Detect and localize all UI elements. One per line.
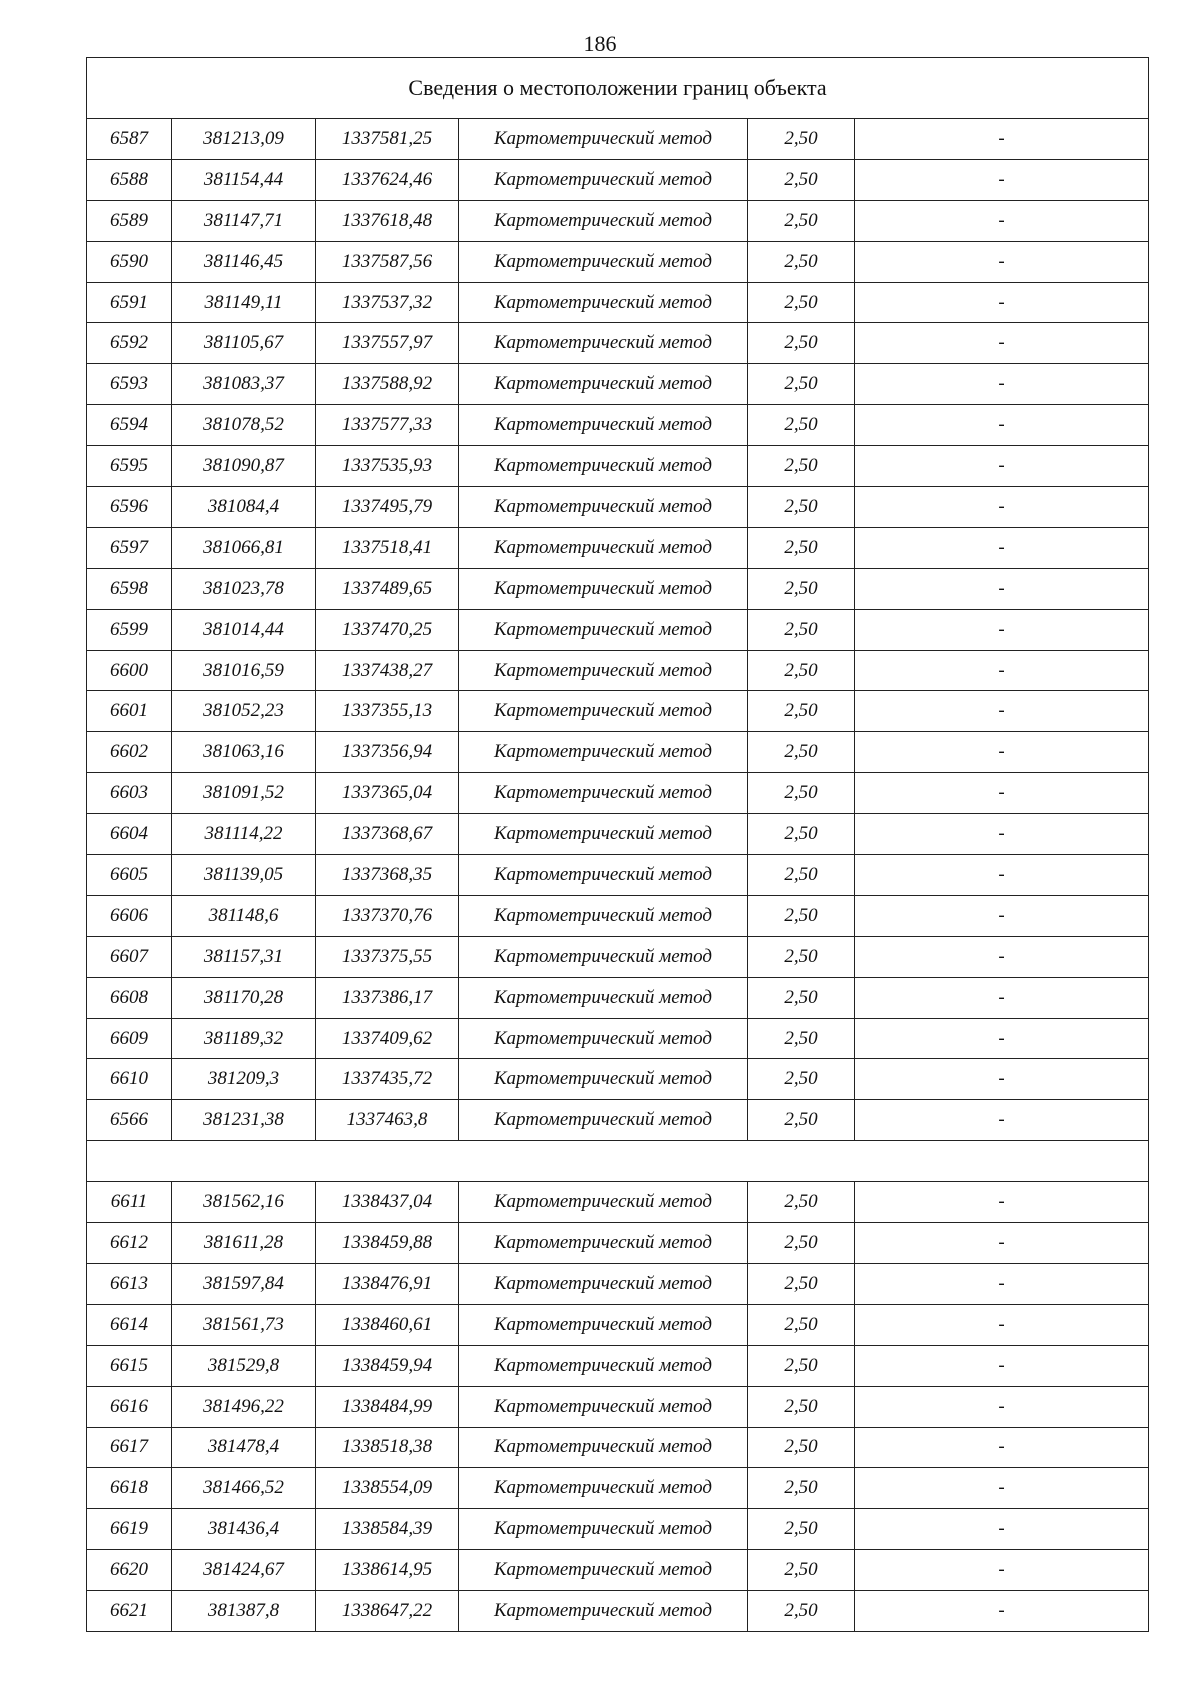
method-cell: Картометрический метод	[459, 936, 748, 977]
method-cell: Картометрический метод	[459, 855, 748, 896]
accuracy-cell: 2,50	[748, 405, 855, 446]
x-coordinate-cell: 381066,81	[172, 527, 316, 568]
accuracy-cell: 2,50	[748, 773, 855, 814]
point-number-cell: 6587	[87, 119, 172, 160]
y-coordinate-cell: 1337557,97	[316, 323, 459, 364]
note-cell: -	[855, 1591, 1149, 1632]
note-cell: -	[855, 1509, 1149, 1550]
accuracy-cell: 2,50	[748, 487, 855, 528]
y-coordinate-cell: 1337470,25	[316, 609, 459, 650]
accuracy-cell: 2,50	[748, 1386, 855, 1427]
point-number-cell: 6601	[87, 691, 172, 732]
y-coordinate-cell: 1337375,55	[316, 936, 459, 977]
accuracy-cell: 2,50	[748, 323, 855, 364]
table-row	[87, 814, 1149, 855]
table-row	[87, 1427, 1149, 1468]
y-coordinate-cell: 1338459,94	[316, 1345, 459, 1386]
x-coordinate-cell: 381231,38	[172, 1100, 316, 1141]
point-number-cell: 6609	[87, 1018, 172, 1059]
accuracy-cell: 2,50	[748, 527, 855, 568]
accuracy-cell: 2,50	[748, 1100, 855, 1141]
table-row	[87, 1509, 1149, 1550]
point-number-cell: 6608	[87, 977, 172, 1018]
contour-separator-row	[87, 1141, 1149, 1182]
point-number-cell: 6589	[87, 200, 172, 241]
page-number: 186	[583, 31, 617, 56]
x-coordinate-cell: 381052,23	[172, 691, 316, 732]
table-row	[87, 119, 1149, 160]
table-title: Сведения о местоположении границ объекта	[87, 58, 1149, 119]
accuracy-cell: 2,50	[748, 814, 855, 855]
y-coordinate-cell: 1337618,48	[316, 200, 459, 241]
point-number-cell: 6618	[87, 1468, 172, 1509]
accuracy-cell: 2,50	[748, 1427, 855, 1468]
x-coordinate-cell: 381387,8	[172, 1591, 316, 1632]
note-cell: -	[855, 1304, 1149, 1345]
method-cell: Картометрический метод	[459, 1100, 748, 1141]
x-coordinate-cell: 381466,52	[172, 1468, 316, 1509]
accuracy-cell: 2,50	[748, 241, 855, 282]
note-cell: -	[855, 446, 1149, 487]
y-coordinate-cell: 1337368,67	[316, 814, 459, 855]
accuracy-cell: 2,50	[748, 1223, 855, 1264]
accuracy-cell: 2,50	[748, 282, 855, 323]
method-cell: Картометрический метод	[459, 1468, 748, 1509]
method-cell: Картометрический метод	[459, 1509, 748, 1550]
method-cell: Картометрический метод	[459, 241, 748, 282]
accuracy-cell: 2,50	[748, 855, 855, 896]
point-number-cell: 6612	[87, 1223, 172, 1264]
table-row	[87, 977, 1149, 1018]
table-row	[87, 446, 1149, 487]
method-cell: Картометрический метод	[459, 282, 748, 323]
y-coordinate-cell: 1337577,33	[316, 405, 459, 446]
table-row	[87, 1059, 1149, 1100]
method-cell: Картометрический метод	[459, 159, 748, 200]
note-cell: -	[855, 159, 1149, 200]
table-row	[87, 1223, 1149, 1264]
note-cell: -	[855, 1550, 1149, 1591]
x-coordinate-cell: 381213,09	[172, 119, 316, 160]
x-coordinate-cell: 381561,73	[172, 1304, 316, 1345]
method-cell: Картометрический метод	[459, 1182, 748, 1223]
boundary-coordinates-table	[86, 57, 1149, 1632]
y-coordinate-cell: 1338614,95	[316, 1550, 459, 1591]
method-cell: Картометрический метод	[459, 487, 748, 528]
note-cell: -	[855, 1223, 1149, 1264]
x-coordinate-cell: 381170,28	[172, 977, 316, 1018]
point-number-cell: 6598	[87, 568, 172, 609]
point-number-cell: 6610	[87, 1059, 172, 1100]
y-coordinate-cell: 1337588,92	[316, 364, 459, 405]
method-cell: Картометрический метод	[459, 1263, 748, 1304]
accuracy-cell: 2,50	[748, 446, 855, 487]
x-coordinate-cell: 381424,67	[172, 1550, 316, 1591]
y-coordinate-cell: 1337535,93	[316, 446, 459, 487]
point-number-cell: 6605	[87, 855, 172, 896]
method-cell: Картометрический метод	[459, 1018, 748, 1059]
x-coordinate-cell: 381090,87	[172, 446, 316, 487]
method-cell: Картометрический метод	[459, 895, 748, 936]
method-cell: Картометрический метод	[459, 1345, 748, 1386]
table-row	[87, 936, 1149, 977]
point-number-cell: 6600	[87, 650, 172, 691]
y-coordinate-cell: 1338476,91	[316, 1263, 459, 1304]
table-row	[87, 1182, 1149, 1223]
note-cell: -	[855, 1182, 1149, 1223]
accuracy-cell: 2,50	[748, 1550, 855, 1591]
point-number-cell: 6613	[87, 1263, 172, 1304]
method-cell: Картометрический метод	[459, 1550, 748, 1591]
point-number-cell: 6597	[87, 527, 172, 568]
point-number-cell: 6596	[87, 487, 172, 528]
x-coordinate-cell: 381562,16	[172, 1182, 316, 1223]
method-cell: Картометрический метод	[459, 364, 748, 405]
accuracy-cell: 2,50	[748, 1345, 855, 1386]
table-row	[87, 1100, 1149, 1141]
point-number-cell: 6603	[87, 773, 172, 814]
note-cell: -	[855, 1468, 1149, 1509]
table-row	[87, 773, 1149, 814]
point-number-cell: 6617	[87, 1427, 172, 1468]
method-cell: Картометрический метод	[459, 609, 748, 650]
table-row	[87, 1591, 1149, 1632]
method-cell: Картометрический метод	[459, 1223, 748, 1264]
y-coordinate-cell: 1337438,27	[316, 650, 459, 691]
point-number-cell: 6566	[87, 1100, 172, 1141]
point-number-cell: 6619	[87, 1509, 172, 1550]
note-cell: -	[855, 1018, 1149, 1059]
note-cell: -	[855, 323, 1149, 364]
y-coordinate-cell: 1337581,25	[316, 119, 459, 160]
table-body	[87, 58, 1149, 1632]
y-coordinate-cell: 1338460,61	[316, 1304, 459, 1345]
note-cell: -	[855, 364, 1149, 405]
table-row	[87, 487, 1149, 528]
accuracy-cell: 2,50	[748, 1263, 855, 1304]
table-row	[87, 527, 1149, 568]
accuracy-cell: 2,50	[748, 159, 855, 200]
method-cell: Картометрический метод	[459, 1059, 748, 1100]
accuracy-cell: 2,50	[748, 1468, 855, 1509]
note-cell: -	[855, 568, 1149, 609]
method-cell: Картометрический метод	[459, 446, 748, 487]
accuracy-cell: 2,50	[748, 364, 855, 405]
table-row	[87, 323, 1149, 364]
accuracy-cell: 2,50	[748, 1059, 855, 1100]
table-row	[87, 405, 1149, 446]
table-row	[87, 650, 1149, 691]
accuracy-cell: 2,50	[748, 609, 855, 650]
accuracy-cell: 2,50	[748, 936, 855, 977]
y-coordinate-cell: 1337365,04	[316, 773, 459, 814]
table-row	[87, 1263, 1149, 1304]
method-cell: Картометрический метод	[459, 405, 748, 446]
point-number-cell: 6620	[87, 1550, 172, 1591]
table-row	[87, 1550, 1149, 1591]
accuracy-cell: 2,50	[748, 650, 855, 691]
accuracy-cell: 2,50	[748, 895, 855, 936]
point-number-cell: 6604	[87, 814, 172, 855]
table-row	[87, 895, 1149, 936]
table-row	[87, 364, 1149, 405]
table-row	[87, 691, 1149, 732]
x-coordinate-cell: 381147,71	[172, 200, 316, 241]
note-cell: -	[855, 1100, 1149, 1141]
point-number-cell: 6591	[87, 282, 172, 323]
method-cell: Картометрический метод	[459, 1304, 748, 1345]
method-cell: Картометрический метод	[459, 323, 748, 364]
note-cell: -	[855, 200, 1149, 241]
y-coordinate-cell: 1337463,8	[316, 1100, 459, 1141]
x-coordinate-cell: 381091,52	[172, 773, 316, 814]
note-cell: -	[855, 1263, 1149, 1304]
table-row	[87, 855, 1149, 896]
point-number-cell: 6599	[87, 609, 172, 650]
y-coordinate-cell: 1337518,41	[316, 527, 459, 568]
accuracy-cell: 2,50	[748, 1304, 855, 1345]
method-cell: Картометрический метод	[459, 814, 748, 855]
accuracy-cell: 2,50	[748, 1182, 855, 1223]
point-number-cell: 6595	[87, 446, 172, 487]
method-cell: Картометрический метод	[459, 691, 748, 732]
x-coordinate-cell: 381436,4	[172, 1509, 316, 1550]
table-row	[87, 568, 1149, 609]
point-number-cell: 6616	[87, 1386, 172, 1427]
x-coordinate-cell: 381014,44	[172, 609, 316, 650]
x-coordinate-cell: 381114,22	[172, 814, 316, 855]
x-coordinate-cell: 381529,8	[172, 1345, 316, 1386]
note-cell: -	[855, 609, 1149, 650]
table-row	[87, 1386, 1149, 1427]
x-coordinate-cell: 381139,05	[172, 855, 316, 896]
x-coordinate-cell: 381146,45	[172, 241, 316, 282]
x-coordinate-cell: 381478,4	[172, 1427, 316, 1468]
note-cell: -	[855, 691, 1149, 732]
table-row	[87, 1345, 1149, 1386]
accuracy-cell: 2,50	[748, 977, 855, 1018]
note-cell: -	[855, 241, 1149, 282]
table-row	[87, 282, 1149, 323]
accuracy-cell: 2,50	[748, 119, 855, 160]
y-coordinate-cell: 1338647,22	[316, 1591, 459, 1632]
y-coordinate-cell: 1337370,76	[316, 895, 459, 936]
note-cell: -	[855, 487, 1149, 528]
accuracy-cell: 2,50	[748, 691, 855, 732]
point-number-cell: 6611	[87, 1182, 172, 1223]
y-coordinate-cell: 1337409,62	[316, 1018, 459, 1059]
table-row	[87, 1018, 1149, 1059]
method-cell: Картометрический метод	[459, 527, 748, 568]
x-coordinate-cell: 381209,3	[172, 1059, 316, 1100]
table-row	[87, 241, 1149, 282]
point-number-cell: 6615	[87, 1345, 172, 1386]
y-coordinate-cell: 1337356,94	[316, 732, 459, 773]
y-coordinate-cell: 1337386,17	[316, 977, 459, 1018]
note-cell: -	[855, 773, 1149, 814]
x-coordinate-cell: 381016,59	[172, 650, 316, 691]
y-coordinate-cell: 1337624,46	[316, 159, 459, 200]
accuracy-cell: 2,50	[748, 1018, 855, 1059]
x-coordinate-cell: 381157,31	[172, 936, 316, 977]
accuracy-cell: 2,50	[748, 732, 855, 773]
method-cell: Картометрический метод	[459, 977, 748, 1018]
table-row	[87, 1304, 1149, 1345]
x-coordinate-cell: 381496,22	[172, 1386, 316, 1427]
note-cell: -	[855, 527, 1149, 568]
x-coordinate-cell: 381154,44	[172, 159, 316, 200]
y-coordinate-cell: 1338584,39	[316, 1509, 459, 1550]
y-coordinate-cell: 1337495,79	[316, 487, 459, 528]
note-cell: -	[855, 1427, 1149, 1468]
y-coordinate-cell: 1337435,72	[316, 1059, 459, 1100]
x-coordinate-cell: 381148,6	[172, 895, 316, 936]
point-number-cell: 6592	[87, 323, 172, 364]
method-cell: Картометрический метод	[459, 1427, 748, 1468]
x-coordinate-cell: 381105,67	[172, 323, 316, 364]
point-number-cell: 6588	[87, 159, 172, 200]
accuracy-cell: 2,50	[748, 1591, 855, 1632]
method-cell: Картометрический метод	[459, 119, 748, 160]
x-coordinate-cell: 381149,11	[172, 282, 316, 323]
note-cell: -	[855, 895, 1149, 936]
point-number-cell: 6602	[87, 732, 172, 773]
y-coordinate-cell: 1337368,35	[316, 855, 459, 896]
table-row	[87, 159, 1149, 200]
y-coordinate-cell: 1338554,09	[316, 1468, 459, 1509]
point-number-cell: 6606	[87, 895, 172, 936]
point-number-cell: 6614	[87, 1304, 172, 1345]
y-coordinate-cell: 1337537,32	[316, 282, 459, 323]
note-cell: -	[855, 650, 1149, 691]
note-cell: -	[855, 936, 1149, 977]
point-number-cell: 6607	[87, 936, 172, 977]
x-coordinate-cell: 381611,28	[172, 1223, 316, 1264]
note-cell: -	[855, 977, 1149, 1018]
y-coordinate-cell: 1338459,88	[316, 1223, 459, 1264]
x-coordinate-cell: 381189,32	[172, 1018, 316, 1059]
note-cell: -	[855, 119, 1149, 160]
y-coordinate-cell: 1338437,04	[316, 1182, 459, 1223]
table-row	[87, 200, 1149, 241]
table-title-row	[87, 58, 1149, 119]
note-cell: -	[855, 405, 1149, 446]
method-cell: Картометрический метод	[459, 1591, 748, 1632]
y-coordinate-cell: 1338484,99	[316, 1386, 459, 1427]
note-cell: -	[855, 1059, 1149, 1100]
x-coordinate-cell: 381084,4	[172, 487, 316, 528]
x-coordinate-cell: 381083,37	[172, 364, 316, 405]
method-cell: Картометрический метод	[459, 773, 748, 814]
x-coordinate-cell: 381078,52	[172, 405, 316, 446]
accuracy-cell: 2,50	[748, 200, 855, 241]
point-number-cell: 6621	[87, 1591, 172, 1632]
accuracy-cell: 2,50	[748, 568, 855, 609]
accuracy-cell: 2,50	[748, 1509, 855, 1550]
y-coordinate-cell: 1338518,38	[316, 1427, 459, 1468]
note-cell: -	[855, 732, 1149, 773]
y-coordinate-cell: 1337587,56	[316, 241, 459, 282]
point-number-cell: 6590	[87, 241, 172, 282]
method-cell: Картометрический метод	[459, 650, 748, 691]
note-cell: -	[855, 1386, 1149, 1427]
point-number-cell: 6593	[87, 364, 172, 405]
method-cell: Картометрический метод	[459, 200, 748, 241]
y-coordinate-cell: 1337355,13	[316, 691, 459, 732]
method-cell: Картометрический метод	[459, 1386, 748, 1427]
note-cell: -	[855, 814, 1149, 855]
table-row	[87, 732, 1149, 773]
note-cell: -	[855, 1345, 1149, 1386]
method-cell: Картометрический метод	[459, 568, 748, 609]
table-row	[87, 609, 1149, 650]
x-coordinate-cell: 381597,84	[172, 1263, 316, 1304]
y-coordinate-cell: 1337489,65	[316, 568, 459, 609]
contour-separator-cell	[87, 1141, 1149, 1182]
note-cell: -	[855, 855, 1149, 896]
table-row	[87, 1468, 1149, 1509]
note-cell: -	[855, 282, 1149, 323]
x-coordinate-cell: 381023,78	[172, 568, 316, 609]
point-number-cell: 6594	[87, 405, 172, 446]
x-coordinate-cell: 381063,16	[172, 732, 316, 773]
method-cell: Картометрический метод	[459, 732, 748, 773]
